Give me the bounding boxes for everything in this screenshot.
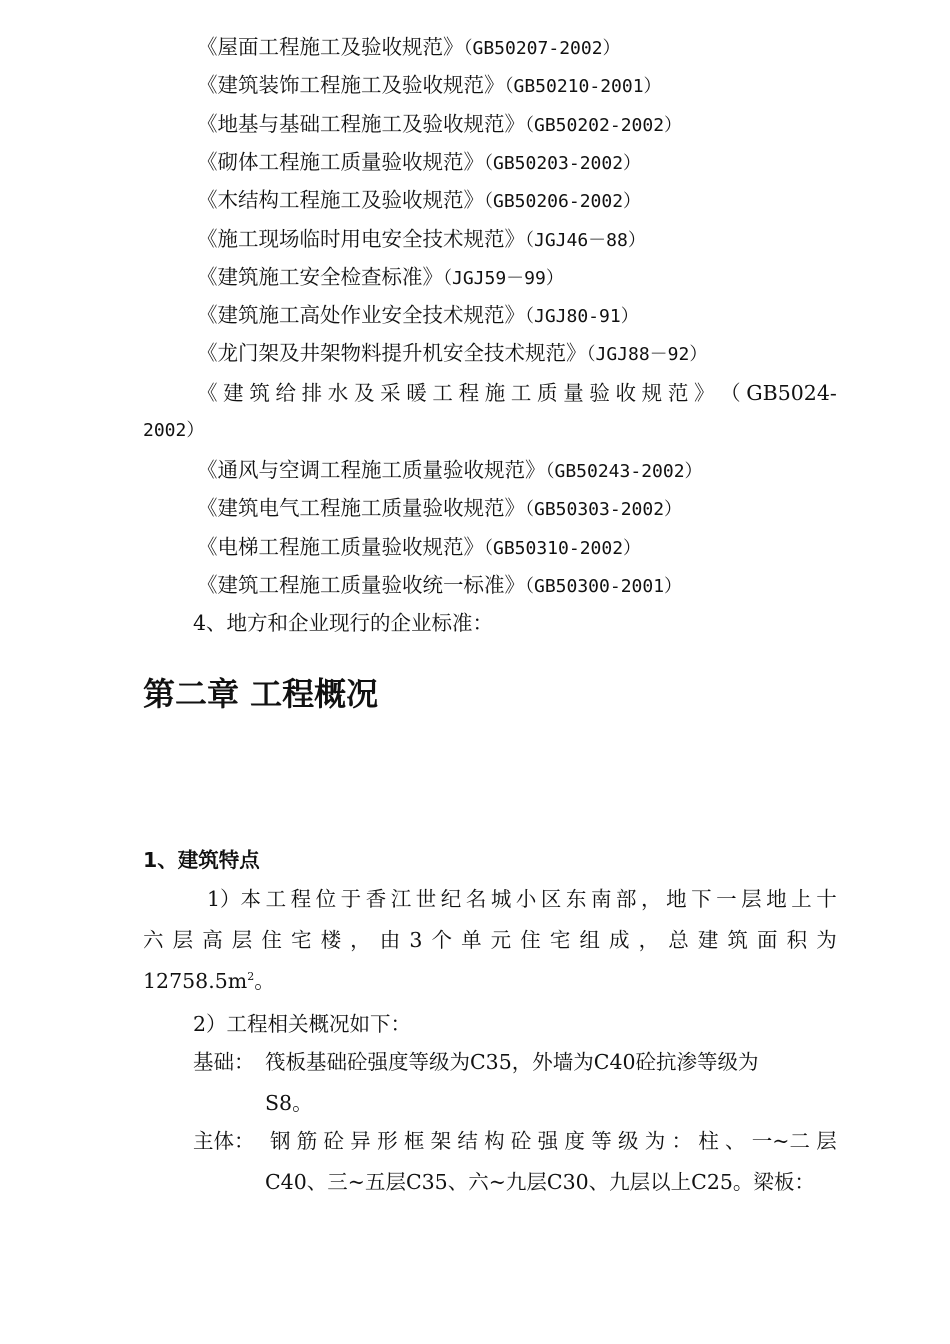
main-body-line-1: [270, 1121, 837, 1162]
standard-item: [197, 181, 857, 221]
text-glyph: 个: [431, 928, 452, 952]
text-glyph: 区: [540, 887, 562, 911]
paragraph-2: 2）工程相关概况如下：: [193, 1012, 412, 1036]
standard-item: [197, 220, 857, 260]
paragraph-1-line-2: [143, 920, 837, 961]
text-glyph: 纪: [440, 887, 462, 911]
text-glyph: 工: [265, 887, 287, 911]
text-glyph: 宅: [290, 928, 312, 952]
text-glyph: 形: [377, 1129, 398, 1153]
text-glyph: 、: [725, 1129, 746, 1153]
text-glyph: 》: [693, 381, 715, 405]
standard-code: （GB50207-2002）: [463, 38, 621, 59]
text-glyph: 程: [458, 381, 480, 405]
text-glyph: 地: [766, 887, 787, 911]
standard-item: [197, 143, 857, 183]
text-glyph: 给: [275, 381, 296, 405]
text-glyph: 结: [457, 1129, 478, 1153]
text-glyph: 钢: [270, 1129, 291, 1153]
text-glyph: 层: [741, 887, 762, 911]
paragraph-1-line-1: [207, 879, 837, 920]
text-glyph: 质: [537, 381, 558, 405]
text-glyph: 总: [668, 928, 689, 952]
standard-code: （GB50300-2001）: [525, 575, 683, 597]
text-glyph: 城: [490, 887, 512, 911]
text-glyph: 面: [757, 928, 778, 952]
text-glyph: 南: [590, 887, 612, 911]
text-glyph: 世: [415, 887, 437, 911]
text-glyph: 及: [353, 381, 375, 405]
standard-title: 《电梯工程施工质量验收规范》: [197, 534, 484, 559]
text-glyph: 小: [515, 887, 537, 911]
text-glyph: 砼: [510, 1129, 532, 1153]
text-glyph: 一: [716, 887, 737, 911]
text-glyph: 砼: [323, 1129, 345, 1153]
paragraph-1-line-3: [143, 961, 275, 1002]
text-glyph: 采: [380, 381, 401, 405]
text-glyph: 施: [484, 381, 506, 405]
text-glyph: 江: [390, 887, 412, 911]
standard-item-wrapped-continuation: 2002）: [143, 420, 205, 441]
area-end-punct: 。: [254, 969, 275, 993]
standard-code: （GB50203-2002）: [484, 152, 642, 174]
area-value: 12758.5m: [143, 969, 248, 993]
text-glyph: 下: [691, 887, 712, 911]
text-glyph: ：: [671, 1129, 692, 1153]
text-glyph: 东: [565, 887, 587, 911]
text-glyph: 量: [563, 381, 584, 405]
standard-title: 《施工现场临时用电安全技术规范》: [197, 226, 525, 251]
standard-item: [197, 566, 857, 606]
standard-code: （GB50206-2002）: [484, 191, 642, 213]
text-glyph: 筑: [249, 381, 270, 405]
text-glyph: 宅: [549, 928, 571, 952]
text-glyph: 积: [786, 928, 808, 952]
text-glyph: 十: [816, 887, 837, 911]
main-body-label: 主体：: [193, 1129, 255, 1153]
standard-title: 《建筑施工安全检查标准》: [197, 264, 443, 289]
text-glyph: 强: [537, 1129, 559, 1153]
text-glyph: 级: [617, 1129, 639, 1153]
text-glyph: 住: [261, 928, 282, 952]
main-body-line-2: C40、三~五层C35、六~九层C30、九层以上C25。梁板：: [265, 1170, 815, 1194]
text-glyph: 规: [641, 381, 663, 405]
text-glyph: 筋: [296, 1129, 318, 1153]
foundation-label: 基础：: [193, 1050, 255, 1074]
standard-code: （JGJ80-91）: [525, 306, 639, 328]
text-glyph: 柱: [698, 1129, 719, 1153]
standard-title: 《地基与基础工程施工及验收规范》: [197, 111, 525, 136]
text-glyph: 建: [697, 928, 719, 952]
text-glyph: 地: [666, 887, 687, 911]
foundation-line-1: 筏板基础砼强度等级为C35，外墙为C40砼抗渗等级为: [265, 1050, 759, 1074]
text-glyph: 组: [579, 928, 600, 952]
text-glyph: 收: [615, 381, 636, 405]
area-unit-superscript: 2: [247, 970, 255, 984]
text-glyph: 异: [350, 1129, 371, 1153]
standard-item: [197, 451, 857, 491]
standard-title: 《通风与空调工程施工质量验收规范》: [197, 458, 546, 482]
standard-item: [197, 334, 857, 374]
text-glyph: 1）本: [207, 887, 262, 911]
text-glyph: 部: [616, 887, 637, 911]
text-glyph: 框: [403, 1129, 425, 1153]
text-glyph: ，: [641, 887, 662, 911]
standard-title: 《木结构工程施工及验收规范》: [197, 188, 484, 213]
standard-code: （GB50310-2002）: [484, 537, 642, 559]
standard-title: 《建筑电气工程施工质量验收规范》: [197, 496, 525, 521]
text-glyph: 范: [667, 381, 689, 405]
standard-code: （GB50210-2001）: [504, 76, 662, 98]
text-glyph: 为: [816, 928, 837, 952]
standard-item: [197, 258, 857, 298]
standard-title: 《建筑施工高处作业安全技术规范》: [197, 303, 525, 328]
text-glyph: 建: [223, 381, 244, 405]
text-glyph: 工: [432, 381, 453, 405]
section-title: 1、建筑特点: [143, 848, 260, 872]
text-glyph: 由: [379, 928, 401, 952]
standard-item: [197, 105, 857, 145]
text-glyph: 于: [340, 887, 362, 911]
standard-title: 《砌体工程施工质量验收规范》: [197, 149, 484, 174]
text-glyph: 层: [231, 928, 253, 952]
text-glyph: 等: [591, 1129, 612, 1153]
foundation-line-2: S8。: [265, 1091, 313, 1115]
standard-title: 《建筑工程施工质量验收统一标准》: [197, 572, 525, 597]
standard-item: [197, 296, 857, 336]
text-glyph: 名: [465, 887, 487, 911]
standard-code: （GB50243-2002）: [545, 461, 703, 482]
text-glyph: 程: [290, 887, 312, 911]
text-glyph: 水: [327, 381, 349, 405]
text-glyph: ，: [638, 928, 660, 952]
text-glyph: 六: [143, 928, 164, 952]
text-glyph: 验: [589, 381, 610, 405]
standard-title: 《建筑装饰工程施工及验收规范》: [197, 73, 505, 98]
text-glyph: 筑: [727, 928, 748, 952]
text-glyph: 3: [409, 928, 423, 952]
text-glyph: GB5024-: [746, 381, 837, 405]
text-glyph: 高: [202, 928, 223, 952]
text-glyph: 元: [490, 928, 512, 952]
standard-item: [197, 489, 857, 529]
standard-code: （GB50303-2002）: [525, 499, 683, 521]
text-glyph: 楼: [320, 928, 342, 952]
item-4-local-standards: 4、地方和企业现行的企业标准：: [193, 611, 494, 635]
text-glyph: 香: [365, 887, 387, 911]
standard-item-wrapped: [197, 374, 837, 412]
text-glyph: 构: [484, 1129, 505, 1153]
text-glyph: 层: [172, 928, 194, 952]
chapter-title: 第二章 工程概况: [143, 675, 379, 713]
text-glyph: 架: [430, 1129, 452, 1153]
text-glyph: 暖: [406, 381, 427, 405]
standard-item: [197, 66, 857, 106]
text-glyph: 排: [301, 381, 323, 405]
standard-title: 《龙门架及井架物料提升机安全技术规范》: [197, 341, 587, 366]
standard-item: [197, 28, 857, 68]
text-glyph: （: [720, 381, 741, 405]
standard-code: （JGJ59－99）: [443, 267, 564, 289]
standard-title: 《屋面工程施工及验收规范》: [197, 35, 464, 59]
text-glyph: 层: [816, 1129, 837, 1153]
text-glyph: 住: [520, 928, 541, 952]
text-glyph: 为: [644, 1129, 666, 1153]
standard-code: （JGJ46－88）: [525, 229, 646, 251]
standard-item: [197, 528, 857, 568]
text-glyph: 位: [315, 887, 337, 911]
text-glyph: 成: [609, 928, 630, 952]
text-glyph: 《: [197, 381, 218, 405]
text-glyph: 单: [461, 928, 482, 952]
text-glyph: 工: [510, 381, 532, 405]
text-glyph: 上: [791, 887, 812, 911]
text-glyph: 一~二: [751, 1129, 810, 1153]
text-glyph: 度: [564, 1129, 585, 1153]
standard-code: （JGJ88－92）: [586, 344, 708, 366]
text-glyph: ，: [350, 928, 371, 952]
standard-code: （GB50202-2002）: [525, 114, 683, 136]
